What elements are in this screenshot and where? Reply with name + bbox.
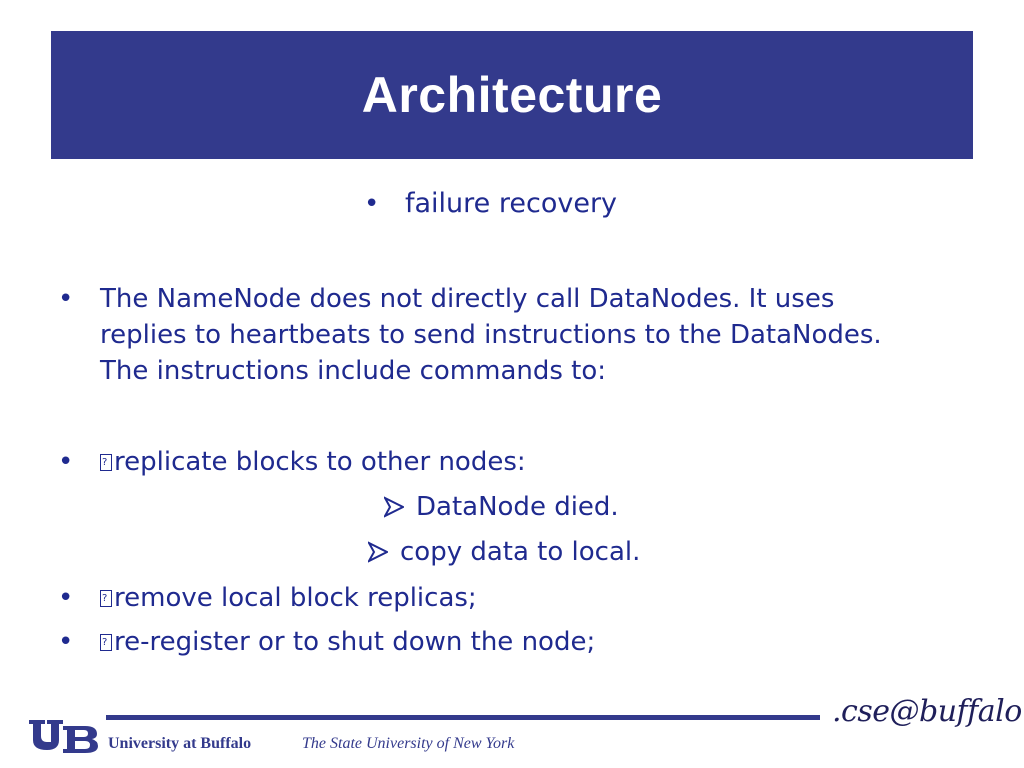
sub-item-datanode-died	[384, 489, 619, 525]
bullet-marker: •	[58, 284, 74, 314]
list-item-reregister	[100, 624, 595, 660]
missing-glyph-icon	[100, 634, 112, 651]
missing-glyph-icon	[100, 454, 112, 471]
list-item-remove-text: remove local block replicas;	[114, 583, 477, 613]
sub-item-datanode-died-text: DataNode died.	[416, 492, 619, 522]
slide-title: Architecture	[361, 67, 663, 123]
sub-item-copy-data	[368, 534, 640, 570]
list-item-reregister-text: re-register or to shut down the node;	[114, 627, 596, 657]
list-item-replicate	[100, 444, 526, 480]
footer-university-name: University at Buffalo	[108, 735, 252, 752]
paragraph-line-1: The NameNode does not directly call DataNodes. It uses	[100, 284, 835, 314]
ub-logo-icon	[29, 718, 99, 754]
arrow-bullet-icon	[368, 541, 388, 563]
arrow-bullet-icon	[384, 496, 404, 518]
bullet-marker: •	[58, 583, 74, 613]
title-bar	[51, 31, 973, 159]
paragraph-line-3: The instructions include commands to:	[100, 356, 607, 386]
bullet-marker: •	[364, 189, 380, 219]
sub-item-copy-data-text: copy data to local.	[400, 537, 641, 567]
missing-glyph-icon	[100, 590, 112, 607]
bullet-marker: •	[58, 627, 74, 657]
subtitle-failure-recovery: failure recovery	[405, 188, 618, 219]
footer-suny-text: The State University of New York	[302, 735, 515, 752]
paragraph-line-2: replies to heartbeats to send instructions to the DataNodes.	[100, 320, 882, 350]
list-item-remove	[100, 580, 477, 616]
list-item-replicate-text: replicate blocks to other nodes:	[114, 447, 526, 477]
cse-buffalo-logo: .cse@buffalo	[832, 694, 1022, 729]
bullet-marker: •	[58, 447, 74, 477]
footer-divider	[106, 715, 820, 720]
